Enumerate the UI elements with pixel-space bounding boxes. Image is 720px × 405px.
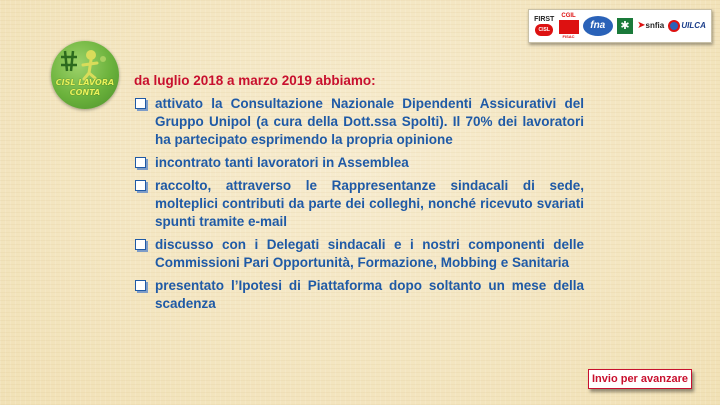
bullet-list	[134, 95, 584, 313]
logo-figure-icon	[51, 41, 119, 109]
slide-heading: da luglio 2018 a marzo 2019 abbiamo:	[134, 73, 376, 88]
bullet-text: raccolto, attraverso le Rappresentanze sindacali di sede, molteplici contributi da parte dei colleghi, nonché ricevuto svariati spunti tramite e-mail	[155, 178, 584, 229]
bullet-text: discusso con i Delegati sindacali e i nostri componenti delle Commissioni Pari Opportunità, Formazione, Mobbing e Sanitaria	[155, 237, 584, 270]
next-slide-button[interactable]: Invio per avanzare	[588, 369, 692, 389]
cisl-lavora-conta-logo	[51, 41, 119, 109]
checkbox-bullet-icon	[135, 157, 146, 168]
logo-text-line1: CISL LAVORA	[55, 78, 115, 87]
logo-text-line2: CONTA	[69, 88, 101, 97]
bullet-item	[134, 154, 584, 172]
union-logos-bar	[528, 9, 712, 43]
bullet-text: incontrato tanti lavoratori in Assemblea	[155, 155, 409, 170]
uilca-logo: UILCA	[668, 20, 705, 32]
checkbox-bullet-icon	[135, 180, 146, 191]
checkbox-bullet-icon	[135, 280, 146, 291]
bullet-item	[134, 277, 584, 313]
slide-content	[134, 73, 584, 318]
bullet-text: attivato la Consultazione Nazionale Dipendenti Assicurativi del Gruppo Unipol (a cura della Dott.ssa Spolti). Il 70% dei lavoratori ha partecipato esprimendo la propria opinione	[155, 96, 584, 147]
checkbox-bullet-icon	[135, 239, 146, 250]
bullet-item	[134, 177, 584, 231]
bullet-item	[134, 236, 584, 272]
asterisk-icon: ✱	[617, 18, 633, 34]
first-cisl-logo: FIRST CISL	[534, 16, 554, 36]
checkbox-bullet-icon	[135, 98, 146, 109]
bullet-text: presentato l’Ipotesi di Piattaforma dopo soltanto un mese della scadenza	[155, 278, 584, 311]
bullet-item	[134, 95, 584, 149]
fna-logo: fna	[583, 16, 613, 36]
snfia-logo: ➤ snfia	[637, 20, 665, 31]
uilca-circle-icon	[668, 20, 680, 32]
snfia-mark-icon: ➤	[637, 20, 646, 31]
cgil-fisac-logo: CGIL FISAC	[559, 13, 579, 39]
star-logo	[617, 18, 633, 34]
